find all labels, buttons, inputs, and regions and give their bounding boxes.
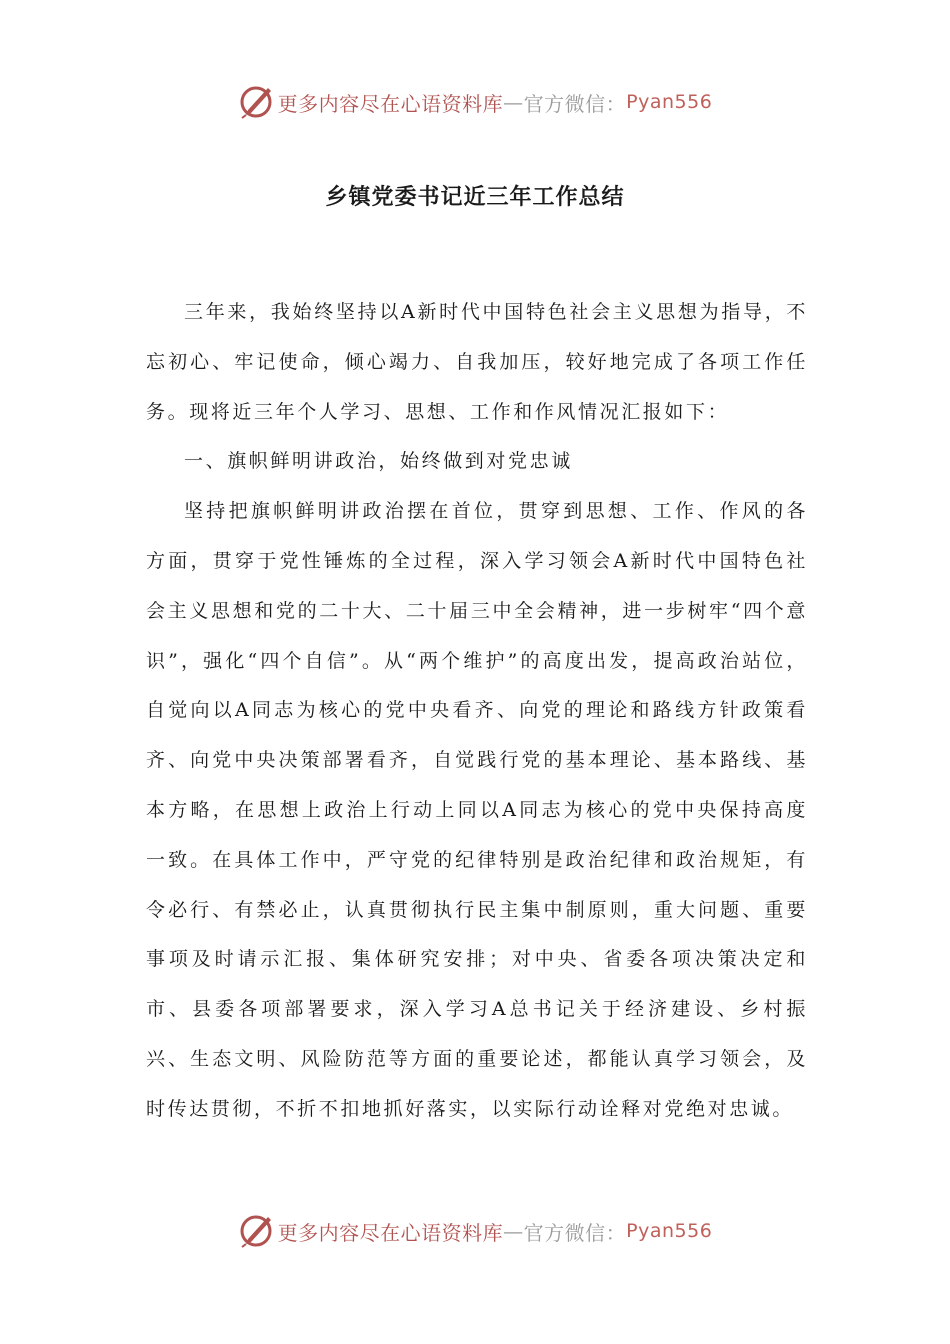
watermark-label: 官方微信：	[523, 1220, 627, 1245]
paragraph-intro: 三年来，我始终坚持以A新时代中国特色社会主义思想为指导，不忘初心、牢记使命，倾心竭力、自我加压，较好地完成了各项工作任务。现将近三年个人学习、思想、工作和作风情况汇报如下：	[146, 301, 808, 423]
watermark-wechat-id: Pyan556	[626, 91, 713, 113]
document-body	[146, 288, 808, 1135]
watermark-banner-bottom	[0, 1211, 950, 1251]
watermark-banner-top	[0, 82, 950, 122]
watermark-main-text: 更多内容尽在心语资料库	[277, 1220, 504, 1245]
paragraph-section-1: 坚持把旗帜鲜明讲政治摆在首位，贯穿到思想、工作、作风的各方面，贯穿于党性锤炼的全过程，深入学习领会A新时代中国特色社会主义思想和党的二十大、二十届三中全会精神，进一步树牢“四个意识”，强化“四个自信”。从“两个维护”的高度出发，提高政治站位，自觉向以A同志为核心的党中央看齐、向党的理论和路线方针政策看齐、向党中央决策部署看齐，自觉践行党的基本理论、基本路线、基本方略，在思想上政治上行动上同以A同志为核心的党中央保持高度一致。在具体工作中，严守党的纪律特别是政治纪律和政治规矩，有令必行、有禁必止，认真贯彻执行民主集中制原则，重大问题、重要事项及时请示汇报、集体研究安排；对中央、省委各项决策决定和市、县委各项部署要求，深入学习A总书记关于经济建设、乡村振兴、生态文明、风险防范等方面的重要论述，都能认真学习领会，及时传达贯彻，不折不扣地抓好落实，以实际行动诠释对党绝对忠诚。	[146, 500, 808, 1120]
watermark-label: 官方微信：	[523, 91, 627, 116]
watermark-dash: —	[503, 90, 524, 114]
watermark-main-text: 更多内容尽在心语资料库	[277, 91, 504, 116]
quill-pen-logo-icon	[238, 84, 274, 120]
quill-pen-logo-icon	[238, 1213, 274, 1249]
section-heading-1: 一、旗帜鲜明讲政治，始终做到对党忠诚	[184, 450, 573, 473]
document-title: 乡镇党委书记近三年工作总结	[325, 184, 625, 210]
watermark-wechat-id: Pyan556	[626, 1220, 713, 1242]
watermark-dash: —	[503, 1219, 524, 1243]
